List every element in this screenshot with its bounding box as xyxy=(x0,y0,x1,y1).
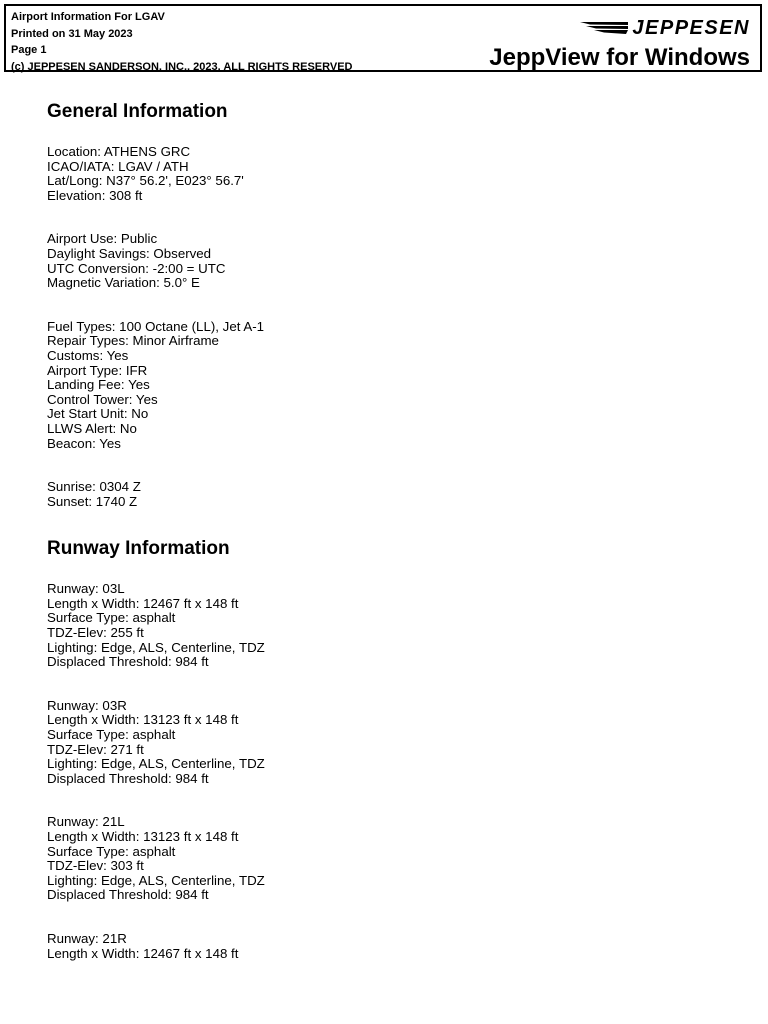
runway-line: Displaced Threshold: 984 ft xyxy=(47,887,209,903)
general-group-services xyxy=(47,320,265,451)
runway-line: Surface Type: asphalt xyxy=(47,843,176,859)
runway-line: TDZ-Elev: 271 ft xyxy=(47,741,144,757)
info-line: ICAO/IATA: LGAV / ATH xyxy=(47,158,189,174)
info-line: Magnetic Variation: 5.0° E xyxy=(47,275,200,291)
info-line: Repair Types: Minor Airframe xyxy=(47,333,219,349)
jeppesen-logo xyxy=(580,18,750,38)
info-line: Control Tower: Yes xyxy=(47,391,158,407)
runway-line: Runway: 21R xyxy=(47,930,127,946)
document-header xyxy=(4,4,762,72)
airport-info-title: Airport Information For LGAV xyxy=(11,11,165,23)
runway-info-section xyxy=(47,582,265,961)
runway-21l xyxy=(47,815,265,903)
runway-line: TDZ-Elev: 255 ft xyxy=(47,625,144,641)
runway-line: Lighting: Edge, ALS, Centerline, TDZ xyxy=(47,756,265,772)
runway-line: Lighting: Edge, ALS, Centerline, TDZ xyxy=(47,639,265,655)
general-group-sun xyxy=(47,480,265,509)
info-line: Sunset: 1740 Z xyxy=(47,493,138,509)
printed-date: Printed on 31 May 2023 xyxy=(11,27,133,40)
runway-line: Displaced Threshold: 984 ft xyxy=(47,770,209,786)
runway-line: Runway: 03R xyxy=(47,697,127,713)
product-name: JeppView for Windows xyxy=(489,44,750,71)
general-info-section xyxy=(47,145,265,509)
brand-name: JEPPESEN xyxy=(632,17,750,39)
runway-line: TDZ-Elev: 303 ft xyxy=(47,858,144,874)
print-metadata xyxy=(11,9,353,75)
runway-line: Length x Width: 12467 ft x 148 ft xyxy=(47,595,239,611)
info-line: UTC Conversion: -2:00 = UTC xyxy=(47,260,226,276)
general-group-location xyxy=(47,145,265,203)
runway-info-heading: Runway Information xyxy=(47,538,230,560)
runway-line: Surface Type: asphalt xyxy=(47,610,176,626)
info-line: Beacon: Yes xyxy=(47,435,121,451)
general-group-usage xyxy=(47,232,265,290)
runway-line: Length x Width: 13123 ft x 148 ft xyxy=(47,829,239,844)
runway-line: Runway: 03L xyxy=(47,581,125,597)
info-line: Sunrise: 0304 Z xyxy=(47,479,141,495)
info-line: Landing Fee: Yes xyxy=(47,377,150,393)
runway-line: Surface Type: asphalt xyxy=(47,727,176,743)
copyright-notice: (c) JEPPESEN SANDERSON, INC., 2023, ALL RIGHTS RESERVED xyxy=(11,60,353,73)
document-body xyxy=(47,100,265,961)
info-line: Airport Type: IFR xyxy=(47,362,148,378)
runway-21r xyxy=(47,932,265,961)
runway-line: Lighting: Edge, ALS, Centerline, TDZ xyxy=(47,872,265,888)
runway-line: Length x Width: 13123 ft x 148 ft xyxy=(47,712,239,728)
info-line: Lat/Long: N37° 56.2', E023° 56.7' xyxy=(47,173,244,189)
info-line: Fuel Types: 100 Octane (LL), Jet A-1 xyxy=(47,318,265,334)
page-number: Page 1 xyxy=(11,44,47,56)
runway-line: Displaced Threshold: 984 ft xyxy=(47,654,209,670)
info-line: Elevation: 308 ft xyxy=(47,187,143,203)
info-line: Location: ATHENS GRC xyxy=(47,144,191,159)
info-line: Daylight Savings: Observed xyxy=(47,245,212,261)
general-info-heading: General Information xyxy=(47,101,228,122)
info-line: Jet Start Unit: No xyxy=(47,406,149,422)
jeppesen-swoosh-icon xyxy=(580,20,628,36)
info-line: Airport Use: Public xyxy=(47,231,158,247)
runway-line: Runway: 21L xyxy=(47,814,125,830)
runway-line: Length x Width: 12467 ft x 148 ft xyxy=(47,945,239,961)
runway-03l xyxy=(47,582,265,670)
info-line: LLWS Alert: No xyxy=(47,420,137,436)
info-line: Customs: Yes xyxy=(47,347,129,363)
runway-03r xyxy=(47,699,265,787)
